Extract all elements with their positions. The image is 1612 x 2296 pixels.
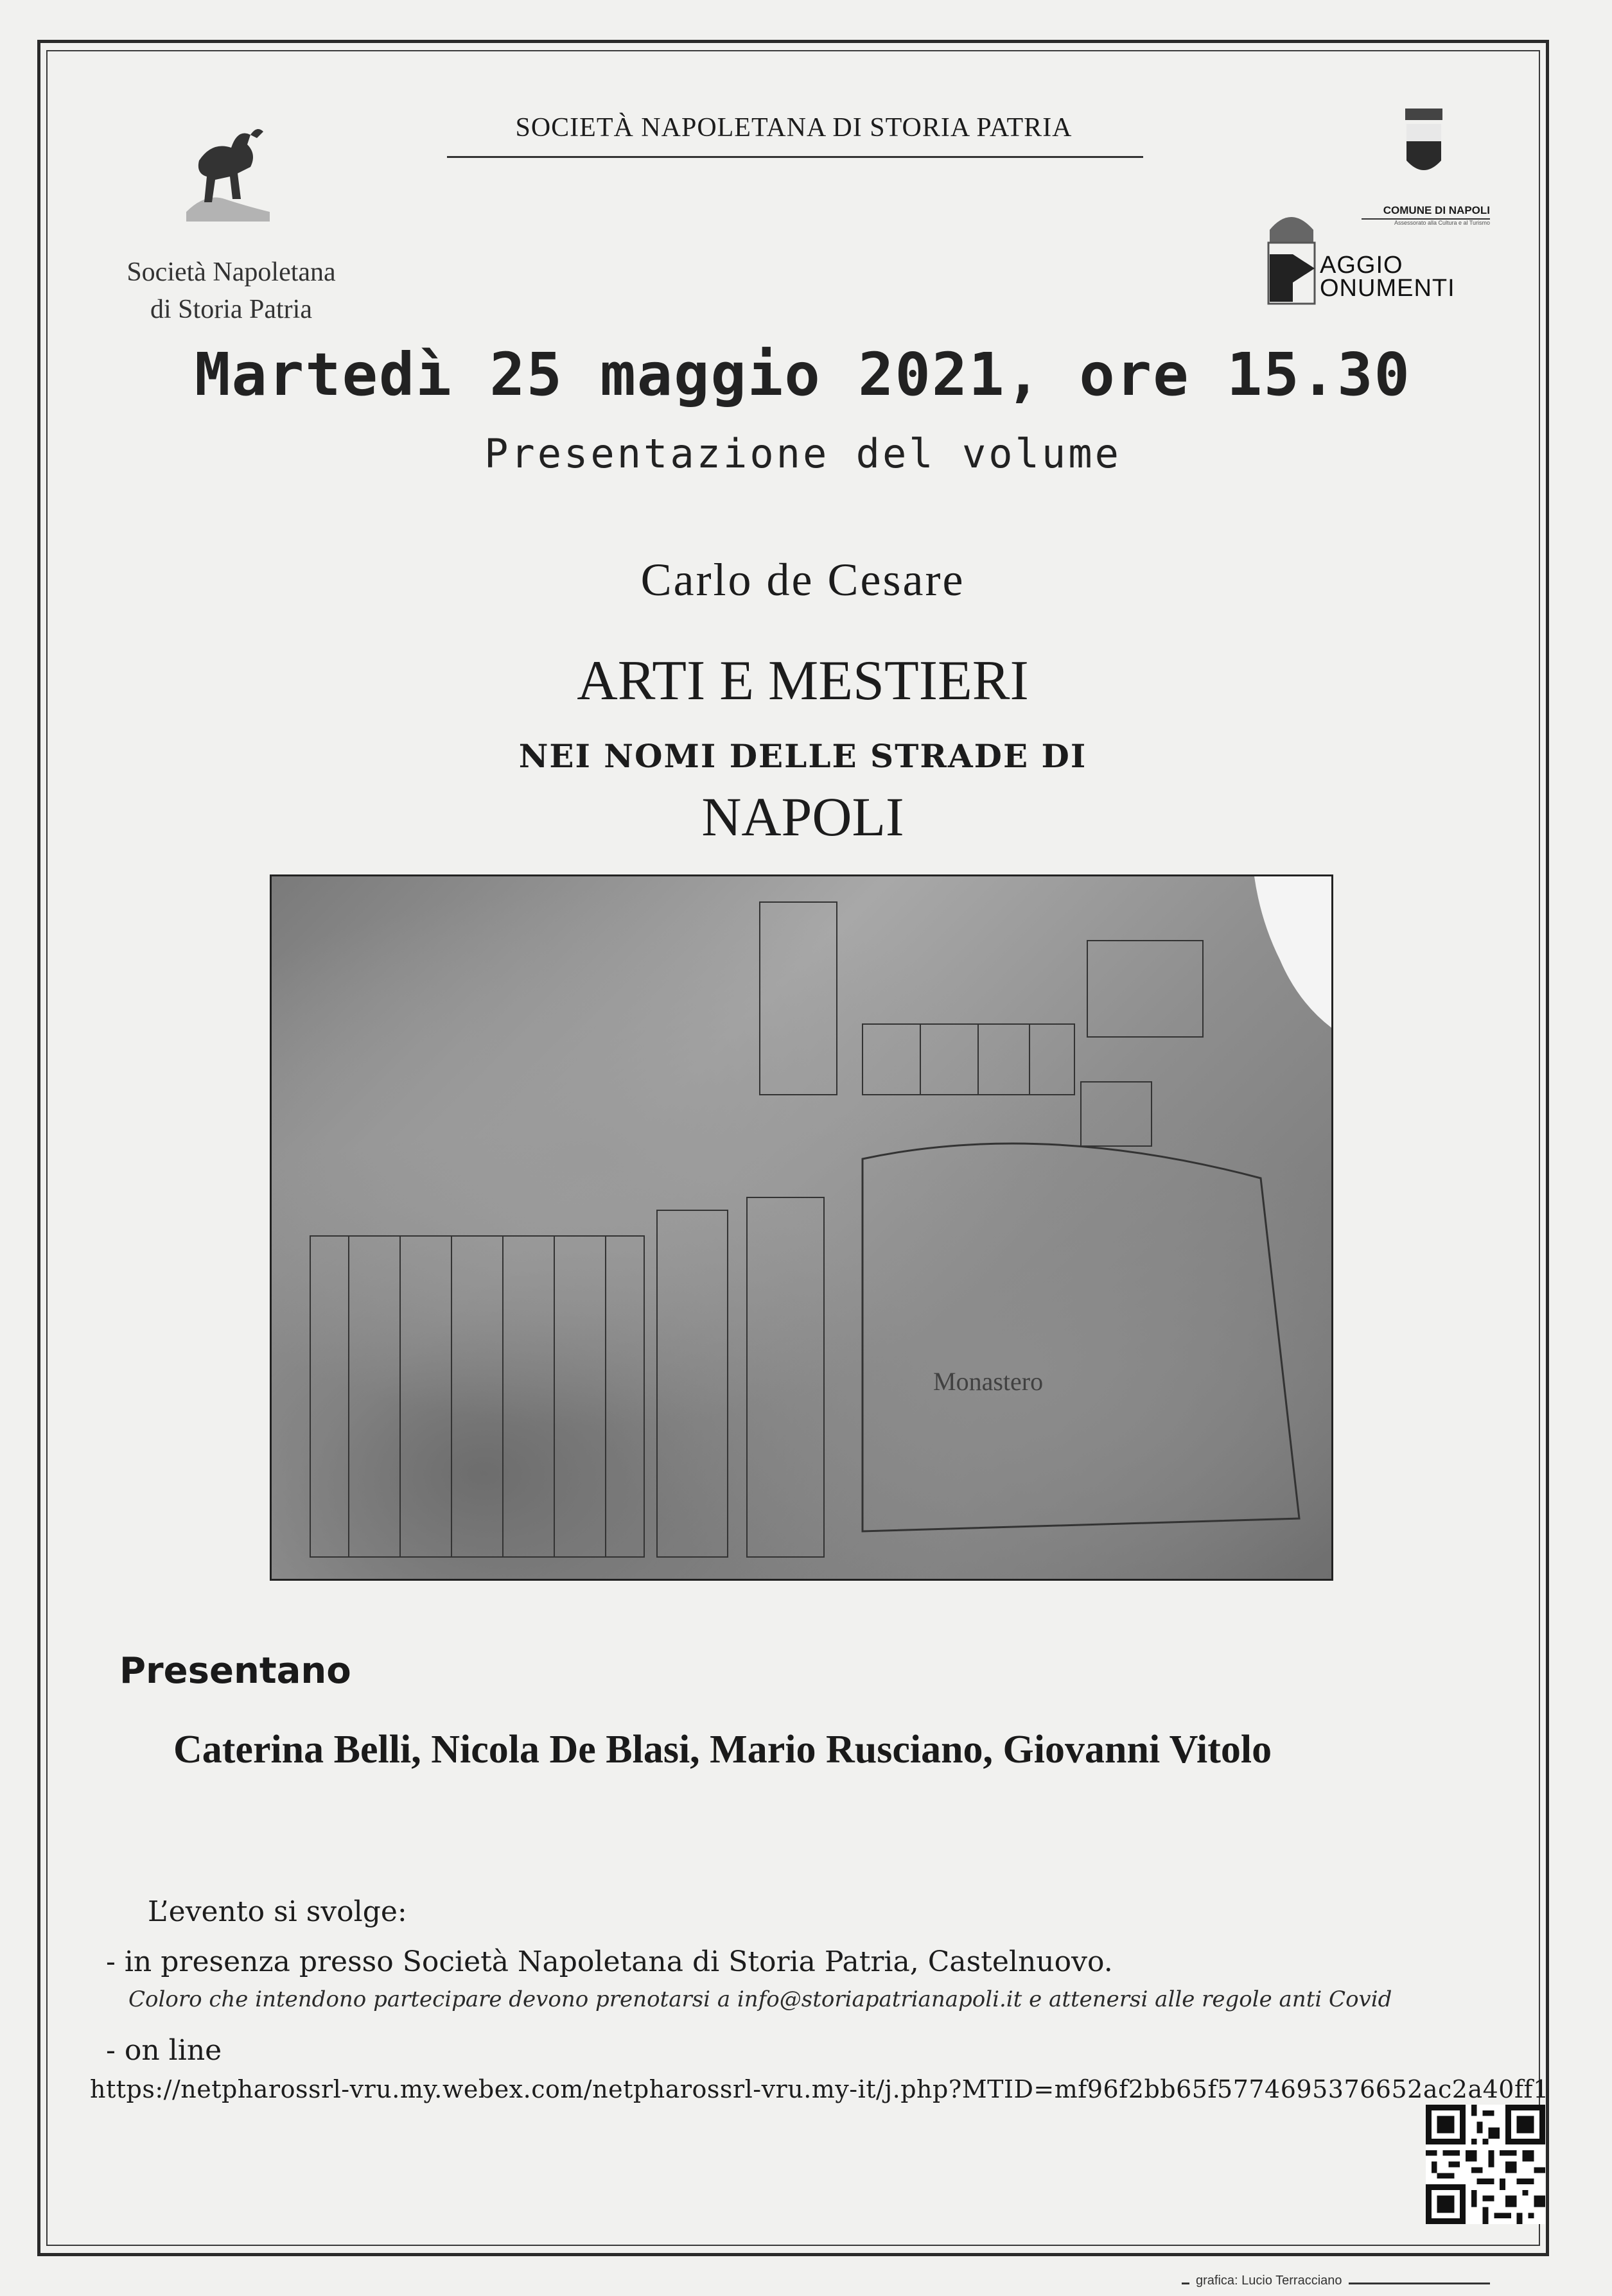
event-date <box>193 340 1413 409</box>
event-day: Martedì <box>195 340 453 409</box>
horse-logo-icon <box>161 116 289 231</box>
qr-code-icon[interactable] <box>1426 2105 1545 2224</box>
maggio-line1: AGGIO <box>1320 252 1403 279</box>
book-author: Carlo de Cesare <box>640 554 965 605</box>
event-intro: L’evento si svolge: <box>148 1895 407 1928</box>
comune-name: COMUNE DI NAPOLI <box>1362 204 1490 220</box>
book-title-line3: NAPOLI <box>701 786 904 848</box>
society-name-line1: Società Napoletana <box>127 257 336 287</box>
speakers-names: Caterina Belli, Nicola De Blasi, Mario Rusciano, Giovanni Vitolo <box>173 1728 1272 1771</box>
design-credit: grafica: Lucio Terracciano <box>1189 2274 1349 2288</box>
comune-crest-icon <box>1400 106 1448 183</box>
booking-note: Coloro che intendono partecipare devono prenotarsi a info@storiapatrianapoli.it e attenersi alle regole anti Covid <box>128 1987 1392 2012</box>
presentation-label: Presentazione del volume <box>484 430 1121 477</box>
society-name-line2: di Storia Patria <box>150 295 312 324</box>
header-society-title: SOCIETÀ NAPOLETANA DI STORIA PATRIA <box>515 113 1073 143</box>
webex-link[interactable]: https://netpharossrl-vru.my.webex.com/netpharossrl-vru.my-it/j.php?MTID=mf96f2bb65f5774695376652ac2a40ff1 <box>90 2075 1549 2103</box>
book-title-line2: NEI NOMI DELLE STRADE DI <box>518 737 1087 775</box>
online-label: - on line <box>106 2034 222 2067</box>
header-divider <box>447 156 1143 158</box>
maggio-monumenti-text <box>1320 254 1455 300</box>
map-drawing <box>272 876 1333 1581</box>
speakers-heading: Presentano <box>119 1650 351 1692</box>
comune-subtitle: Assessorato alla Cultura e al Turismo <box>1394 220 1490 226</box>
historic-map-image <box>270 874 1333 1581</box>
maggio-line2: ONUMENTI <box>1320 275 1455 302</box>
society-name <box>90 254 372 328</box>
map-caption-monastero: Monastero <box>933 1367 1044 1396</box>
book-title-line1: ARTI E MESTIERI <box>577 650 1029 712</box>
in-person-info: - in presenza presso Società Napoletana di Storia Patria, Castelnuovo. <box>106 1945 1113 1978</box>
event-date-time: 25 maggio 2021, ore 15.30 <box>489 340 1411 409</box>
